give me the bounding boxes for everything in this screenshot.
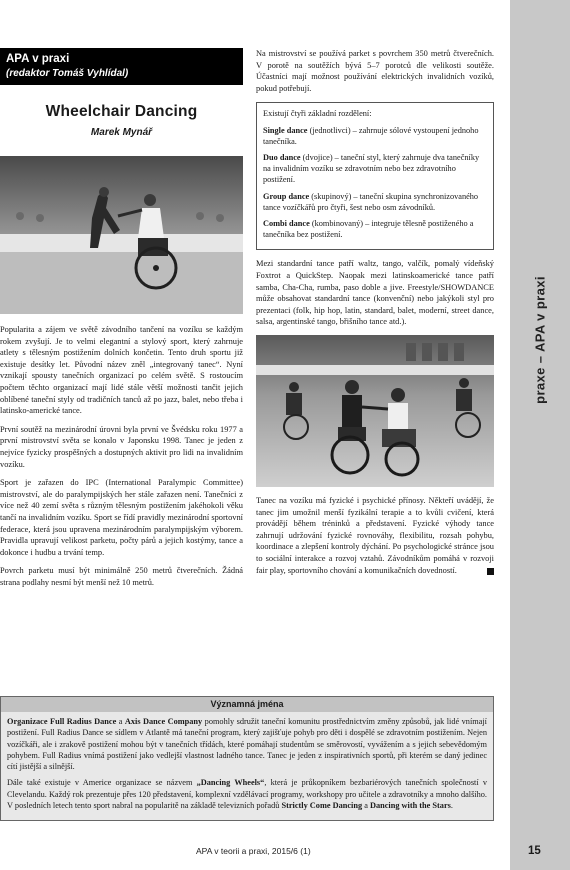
division-item (263, 191, 487, 213)
left-paragraph-3: Sport je zařazen do IPC (International Paralympic Committee) mistrovství, ale do paralympijských her stále zařazen není. Tanečníci z více než 40 zemí světa s různým tělesným postižením jakéhokoli věku tančí na invalidním vozíku. Sport se řídí pravidly mezinárodní sportovní federace, která jsou upravena mezinárodním paralympijským výborem. Pravidla upravují velikost parketu, počty párů a jejich kostýmy, tance a dokonce i hudbu a trvání temp. (0, 478, 243, 557)
text-run: Dále také existuje v Americe organizace se názvem (7, 778, 197, 788)
text-run: a (116, 717, 125, 726)
right-column (256, 48, 494, 583)
benefits-text: Tanec na vozíku má fyzické i psychické přínosy. Někteří uvádějí, že tanec jim umožnil menší fyzikální terapie a to kvůli cvičení, která provádějí během tréninků a představení. Fyzické výhody tance zahrnují udržování fyzické rovnováhy, flexibilitu, rozsah pohybu, koordinace a zlepšení kontroly dýchání. Po psychologické stránce jsou to sociální interakce a rozvoj vztahů. Závodníkům pomáhá v rozvoji fair play, sportovního chování a komunikačních dovedností. (256, 495, 494, 575)
photo-dance-couple (0, 156, 243, 314)
end-of-article-mark (487, 568, 494, 575)
benefits-paragraph (256, 495, 494, 576)
name-bold: Organizace Full Radius Dance (7, 717, 117, 726)
names-box-title: Významná jména (1, 697, 493, 712)
text-run: a (362, 801, 370, 811)
name-bold: Axis Dance Company (124, 717, 203, 726)
names-paragraph-2 (7, 777, 487, 811)
text-run: . (450, 801, 453, 811)
divisions-intro: Existují čtyři základní rozdělení: (263, 109, 372, 119)
photo-wheelchair-dancers (256, 335, 494, 487)
division-item (263, 152, 487, 186)
division-text: (dvojice) – taneční styl, který zahrnuje dva tanečníky na invalidním vozíku se zdravotním nebo bez zdravotního postižení. (263, 152, 480, 185)
left-paragraph-4: Povrch parketu musí být minimálně 250 metrů čtverečních. Žádná strana podlahy nesmí být menší než 10 metrů. (0, 566, 243, 587)
side-margin-bar (510, 0, 570, 870)
division-name: Single dance (263, 125, 308, 135)
left-column (0, 48, 243, 595)
division-item (263, 125, 487, 147)
name-bold: Strictly Come Dancing (281, 801, 363, 811)
division-text: (kombinovaný) – integruje tělesně postiženého a tanečníka bez postižení. (263, 219, 474, 240)
divisions-box (256, 102, 494, 250)
photo-wheelchair-dancers-illustration (256, 335, 494, 487)
division-name: Combi dance (263, 219, 310, 228)
article-author: Marek Mynář (90, 127, 153, 138)
article-title: Wheelchair Dancing (45, 103, 198, 120)
sidebar-section-label: praxe – APA v praxi (532, 276, 548, 404)
page-number: 15 (528, 845, 541, 857)
names-box-content (1, 712, 493, 820)
division-name: Group dance (263, 191, 310, 201)
name-bold: „Dancing Wheels“ (196, 778, 265, 788)
division-text: (jednotlivci) – zahrnuje sólové vystoupení jednoho tanečníka. (263, 125, 479, 146)
names-paragraph-1 (7, 716, 487, 772)
section-title: APA v praxi (6, 53, 70, 65)
photo-dance-couple-illustration (0, 156, 243, 314)
journal-citation: APA v teorii a praxi, 2015/6 (1) (196, 846, 311, 856)
section-editor: (redaktor Tomáš Vyhlídal) (6, 68, 129, 79)
division-item (263, 218, 487, 240)
significant-names-box (0, 696, 494, 821)
division-name: Duo dance (263, 152, 301, 162)
page-footer (0, 842, 510, 862)
right-intro-paragraph: Na mistrovství se používá parket s povrchem 350 metrů čtverečních. V porotě na soutěžích bývá 5–7 porotců dle velikosti soutěže. Účastníci mají možnost používání elektrických invalidních vozíků, pokud potřebují. (256, 49, 494, 93)
text-run: pomohly sdružit taneční komunitu prostřednictvím změny způsobů, jak lidé vnímají postižení. Full Radius Dance se sídlem v Atlantě má taneční program, který zajišťuje pohyb pro děti i dospělé se zdravotním postižením. Nejen vozíčkáři, ale i zrakově postižení mohou být v tanečních třídách, které pomáhají studentům se směrovostí, vyvážením a s jejich sebevědomým pohybem. Full Radius vnímá postižení jako vedlejší vlastnost ladného tance. Tanec je jeden z inspirativních sportů, při kterém se daný jedinec cítí jistější a silnější. (7, 717, 487, 772)
section-header (0, 48, 243, 85)
left-paragraph-2: První soutěž na mezinárodní úrovni byla první ve Švédsku roku 1977 a první mistrovství světa se konalo v Japonsku 1998. Tanec je jeden z nejvíce fyzicky prospěšných a dostupných aktivit pro lidi na invalidním vozíku. (0, 424, 243, 469)
left-paragraph-1: Popularita a zájem ve světě závodního tančení na vozíku se každým rokem zvyšují. Je to velmi elegantní a stylový sport, který zahrnuje atlety s tělesným postižením dolních končetin. Tento druh sportu již existuje desítky let. Původní název zněl „integrovaný tanec“. Nyní vznikají spousty tanečních organizací po celém světě. S rostoucím počtem těchto organizací mají lidé stále větší možnosti tančit jejich oblíbené taneční styly od tradičních tanců až po jazz, balet, nebo třeba i latinsko-americké tance. (0, 325, 243, 416)
dance-styles-paragraph: Mezi standardní tance patří waltz, tango, valčík, pomalý vídeňský Foxtrot a QuickStep. Naopak mezi latinskoamerické tance patří samba, Cha-Cha, rumba, paso doble a jive. Freestyle/SHOWDANCE může obsahovat standardní tance (konvenční) nebo jakýkoli styl pro prezentaci (folk, hip hop, latin, standard, balet, moderní, street dance, salsa, argentinské tango, břišního tance atd.). (256, 259, 494, 327)
division-text: (skupinový) – taneční skupina synchronizovaného tance vozíčkářů pro čtyři, šest nebo osm závodníků. (263, 191, 479, 212)
name-bold: Dancing with the Stars (369, 801, 451, 811)
text-run: , která je průkopníkem bezbariérových tanečních společností v Clevelandu. Každý rok prezentuje přes 120 představení, komplexní vzdělávací programy, workshopy pro učitele a zdravotníky a mnoho dalšího. V posledních letech tento sport nabral na popularitě na základě televizních pořadů (7, 778, 488, 811)
